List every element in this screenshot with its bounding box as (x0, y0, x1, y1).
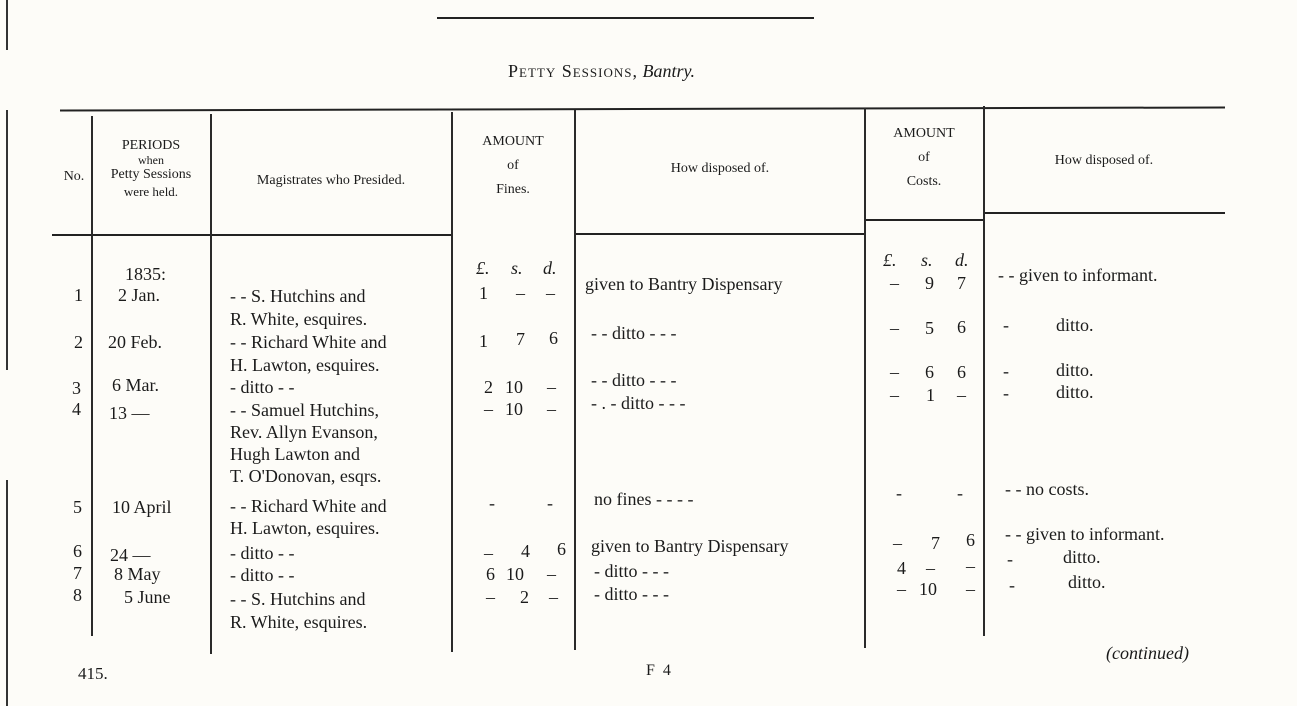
header-magistrates: Magistrates who Presided. (256, 173, 406, 188)
unit-shillings: s. (511, 258, 523, 278)
row-number: 6 (73, 541, 82, 561)
cost-pounds: – (897, 579, 906, 599)
fine-pounds: – (484, 543, 493, 563)
fine-disposal: no fines - - - - (594, 489, 694, 509)
cost-shillings: 5 (925, 318, 934, 338)
cost-pence: – (957, 385, 966, 405)
ditto-dash: - (1007, 549, 1013, 569)
fine-pence: 6 (557, 539, 566, 559)
fine-pence: – (546, 283, 555, 303)
cost-disposal: ditto. (1056, 315, 1094, 335)
cost-pounds: - (896, 483, 902, 503)
header-rule (985, 212, 1225, 214)
cost-pence: – (966, 556, 975, 576)
header-how-disposed-fines: How disposed of. (670, 161, 770, 176)
ditto-dash: - (1003, 361, 1009, 381)
fine-disposal: given to Bantry Dispensary (585, 274, 783, 294)
row-magistrates: - ditto - - (230, 565, 295, 585)
cost-shillings: 6 (925, 362, 934, 382)
cost-pounds: – (890, 273, 899, 293)
fine-disposal: - - ditto - - - (591, 370, 677, 390)
fine-shillings: – (516, 283, 525, 303)
unit-pounds: £. (476, 258, 490, 278)
cost-shillings: 1 (926, 385, 935, 405)
header-costs: AMOUNT of Costs. (893, 126, 955, 189)
column-divider (210, 114, 212, 654)
row-date: 20 Feb. (108, 332, 162, 352)
fine-pence: – (549, 587, 558, 607)
cost-pence: 6 (966, 530, 975, 550)
ditto-dash: - (1003, 383, 1009, 403)
row-magistrates: - - S. Hutchins and R. White, esquires. (230, 589, 368, 632)
fine-pounds: 1 (479, 283, 488, 303)
fine-disposal: given to Bantry Dispensary (591, 536, 789, 556)
row-number: 4 (72, 399, 81, 419)
ditto-dash: - (1009, 575, 1015, 595)
page-edge (6, 0, 8, 50)
cost-pounds: – (890, 385, 899, 405)
row-number: 8 (73, 585, 82, 605)
header-periods: PERIODS when Petty Sessions were held. (110, 138, 192, 199)
continued-note: (continued) (1106, 643, 1189, 663)
row-date: 13 — (109, 403, 150, 423)
row-number: 7 (73, 563, 82, 583)
column-divider (983, 106, 985, 636)
cost-pounds: – (893, 533, 902, 553)
ditto-dash: - (1003, 315, 1009, 335)
row-magistrates: - - Samuel Hutchins, Rev. Allyn Evanson, Hugh Lawton and T. O'Donovan, esqrs. (230, 400, 382, 486)
fine-shillings: 4 (521, 541, 530, 561)
cost-shillings: – (926, 558, 935, 578)
fine-pence: – (547, 564, 556, 584)
cost-pounds: – (890, 318, 899, 338)
header-no: No. (63, 169, 85, 184)
unit-shillings: s. (921, 250, 933, 270)
fine-shillings: 10 (505, 399, 523, 419)
fine-pounds: – (486, 587, 495, 607)
page-edge (6, 110, 8, 370)
column-divider (574, 110, 576, 650)
header-rule (52, 234, 452, 236)
fine-disposal: - ditto - - - (594, 584, 669, 604)
header-rule (575, 233, 865, 235)
fine-pounds: 1 (479, 331, 488, 351)
header-how-disposed-costs: How disposed of. (1054, 153, 1154, 168)
cost-pence: - (957, 483, 963, 503)
row-number: 2 (74, 332, 83, 352)
row-magistrates: - - S. Hutchins and R. White, esquires. (230, 286, 368, 329)
cost-pence: – (966, 579, 975, 599)
fine-pounds: 2 (484, 377, 493, 397)
table-top-rule (60, 106, 1225, 111)
row-date: 5 June (124, 587, 171, 607)
signature-mark: F 4 (646, 662, 673, 679)
fine-disposal: - . - ditto - - - (591, 393, 686, 413)
page-title: Petty Sessions, Bantry. (508, 61, 695, 81)
fine-pence: 6 (549, 328, 558, 348)
row-number: 1 (74, 285, 83, 305)
fine-disposal: - - ditto - - - (591, 323, 677, 343)
cost-disposal: ditto. (1068, 572, 1106, 592)
cost-disposal: ditto. (1056, 360, 1094, 380)
row-date: 24 — (110, 545, 151, 565)
fine-shillings: 7 (516, 329, 525, 349)
top-rule (437, 17, 814, 19)
cost-disposal: - - given to informant. (998, 265, 1158, 285)
unit-pounds: £. (883, 250, 897, 270)
cost-disposal: - - given to informant. (1005, 524, 1165, 544)
fine-pence: – (547, 399, 556, 419)
cost-pounds: – (890, 362, 899, 382)
cost-pounds: 4 (897, 558, 906, 578)
row-date: 8 May (114, 564, 161, 584)
row-date: 6 Mar. (112, 375, 159, 395)
row-magistrates: - ditto - - (230, 543, 295, 563)
header-fines: AMOUNT of Fines. (482, 134, 544, 197)
cost-shillings: 7 (931, 533, 940, 553)
row-magistrates: - - Richard White and H. Lawton, esquires. (230, 496, 387, 538)
page-edge (6, 480, 8, 706)
unit-pence: d. (543, 258, 557, 278)
fine-disposal: - ditto - - - (594, 561, 669, 581)
fine-shillings: 10 (505, 377, 523, 397)
fine-pence: - (547, 493, 553, 513)
fine-pounds: 6 (486, 564, 495, 584)
year-label: 1835: (125, 264, 167, 284)
cost-shillings: 9 (925, 273, 934, 293)
row-magistrates: - - Richard White and H. Lawton, esquires. (230, 332, 387, 375)
fine-pounds: – (484, 399, 493, 419)
fine-pence: – (547, 377, 556, 397)
page-number: 415. (78, 664, 108, 683)
row-number: 5 (73, 497, 82, 517)
header-rule (865, 219, 985, 221)
cost-disposal: ditto. (1063, 547, 1101, 567)
cost-pence: 7 (957, 273, 966, 293)
cost-disposal: - - no costs. (1005, 479, 1089, 499)
fine-shillings: 10 (506, 564, 524, 584)
row-date: 10 April (112, 497, 172, 517)
cost-pence: 6 (957, 362, 966, 382)
unit-pence: d. (955, 250, 969, 270)
fine-shillings: 2 (520, 587, 529, 607)
cost-pence: 6 (957, 317, 966, 337)
row-date: 2 Jan. (118, 285, 160, 305)
cost-disposal: ditto. (1056, 382, 1094, 402)
fine-pounds: - (489, 493, 495, 513)
cost-shillings: 10 (919, 579, 937, 599)
row-magistrates: - ditto - - (230, 377, 295, 397)
row-number: 3 (72, 378, 81, 398)
